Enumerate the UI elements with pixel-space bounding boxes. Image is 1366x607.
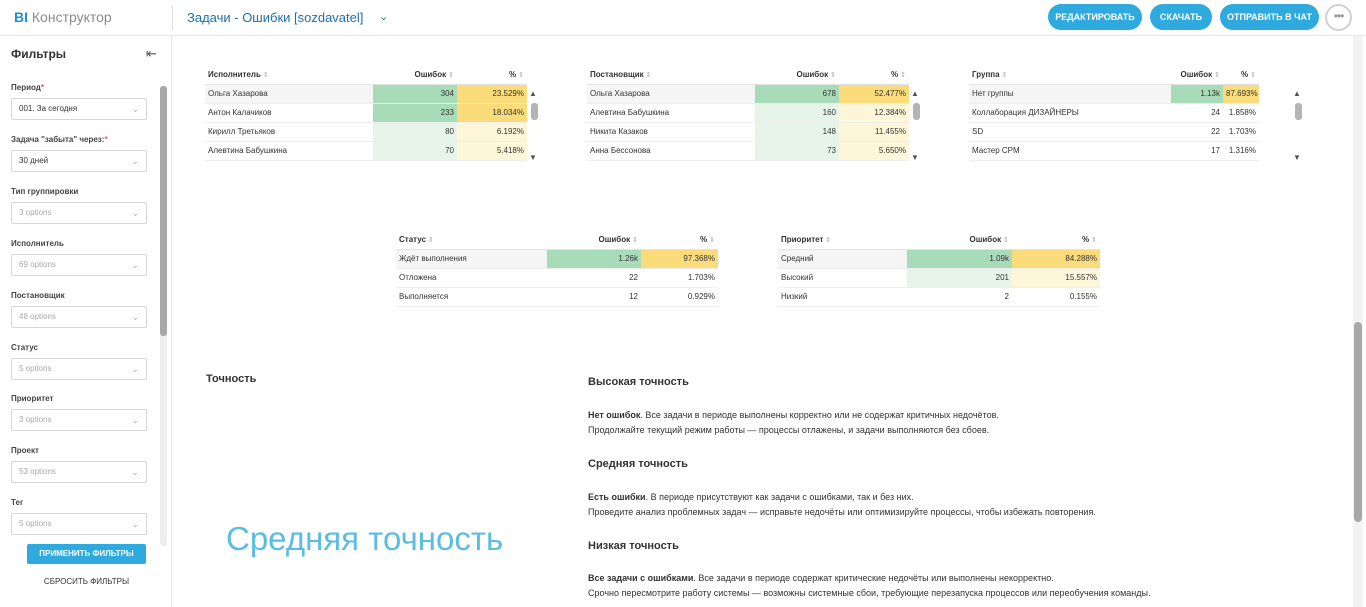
percent-cell: 87.693%	[1223, 84, 1259, 103]
filter-select[interactable]	[11, 513, 147, 535]
filter-label: Статус	[11, 343, 38, 352]
filter-label: Приоритет	[11, 394, 54, 403]
table-row[interactable]	[969, 122, 1259, 141]
scroll-down-icon[interactable]: ▼	[911, 153, 919, 162]
scroll-down-icon[interactable]: ▼	[1293, 153, 1301, 162]
percent-cell: 97.368%	[641, 249, 718, 268]
sort-icon[interactable]: ⇕	[900, 72, 906, 80]
main-scrollbar-thumb[interactable]	[1354, 322, 1362, 522]
name-cell: Алевтина Бабушкина	[587, 103, 755, 122]
count-cell: 12	[547, 287, 641, 306]
column-header[interactable]: Ошибок ⇕	[907, 231, 1012, 249]
name-cell: Ольга Хазарова	[205, 84, 373, 103]
name-cell: Средний	[778, 249, 907, 268]
sort-icon[interactable]: ⇕	[448, 72, 454, 80]
executor-table	[205, 66, 527, 161]
filter-value: 69 options	[19, 260, 56, 269]
sort-icon[interactable]: ⇕	[645, 72, 652, 80]
count-cell: 1.09k	[907, 249, 1012, 268]
table-row[interactable]	[587, 84, 909, 103]
column-header[interactable]: % ⇕	[1223, 66, 1259, 84]
sidebar-scrollbar-thumb[interactable]	[160, 86, 167, 336]
table-row[interactable]	[396, 287, 718, 306]
author-table	[587, 66, 909, 161]
percent-cell: 1.316%	[1223, 141, 1259, 160]
count-cell: 73	[755, 141, 839, 160]
filter-value: 3 options	[19, 208, 52, 217]
scroll-down-icon[interactable]: ▼	[529, 153, 537, 162]
filter-select[interactable]	[11, 409, 147, 431]
filters-title: Фильтры	[11, 47, 67, 61]
name-cell: Никита Казаков	[587, 122, 755, 141]
table-row[interactable]	[969, 141, 1259, 160]
group-table-scrollbar[interactable]	[1293, 89, 1303, 163]
count-cell: 1.13k	[1171, 84, 1223, 103]
table-row[interactable]	[205, 84, 527, 103]
name-cell: Алевтина Бабушкина	[205, 141, 373, 160]
table-row[interactable]	[969, 84, 1259, 103]
filter-value: 53 options	[19, 467, 56, 476]
table-row[interactable]	[205, 103, 527, 122]
sort-icon[interactable]: ⇕	[262, 72, 269, 80]
column-header[interactable]: Группа ⇕	[969, 66, 1171, 84]
priority-table	[778, 231, 1100, 307]
column-header[interactable]: Ошибок ⇕	[1171, 66, 1223, 84]
filters-sidebar	[0, 36, 172, 607]
chevron-down-icon[interactable]: ⌄	[131, 104, 139, 114]
filter-select[interactable]	[11, 358, 147, 380]
table-row[interactable]	[587, 122, 909, 141]
scroll-thumb[interactable]	[913, 103, 920, 120]
column-header[interactable]: Приоритет ⇕	[778, 231, 907, 249]
group-table	[969, 66, 1259, 161]
chevron-down-icon[interactable]: ⌄	[379, 11, 389, 23]
filter-select[interactable]	[11, 202, 147, 224]
column-header[interactable]: % ⇕	[641, 231, 718, 249]
chevron-down-icon[interactable]: ⌄	[131, 156, 139, 166]
legend-high-heading: Высокая точность	[588, 376, 689, 388]
sort-icon[interactable]: ⇕	[830, 72, 836, 80]
sort-icon[interactable]: ⇕	[1001, 72, 1008, 80]
percent-cell: 84.288%	[1012, 249, 1100, 268]
filter-select[interactable]	[11, 306, 147, 328]
filter-select[interactable]	[11, 461, 147, 483]
percent-cell: 0.155%	[1012, 287, 1100, 306]
column-header[interactable]: % ⇕	[1012, 231, 1100, 249]
count-cell: 304	[373, 84, 457, 103]
name-cell: Отложена	[396, 268, 547, 287]
name-cell: Кирилл Третьяков	[205, 122, 373, 141]
count-cell: 80	[373, 122, 457, 141]
column-header[interactable]: Ошибок ⇕	[373, 66, 457, 84]
table-row[interactable]	[396, 249, 718, 268]
legend-low-text: Все задачи с ошибками. Все задачи в периоде содержат критические недочёты или выполнены некорректно. Срочно пересмотрите работу системы — возможны системные сбои, требующие перезапуска процессов или переобучения команды.	[588, 573, 1151, 598]
percent-cell: 12.384%	[839, 103, 909, 122]
top-bar	[0, 0, 1366, 36]
name-cell: Ждёт выполнения	[396, 249, 547, 268]
name-cell: Низкий	[778, 287, 907, 306]
percent-cell: 15.557%	[1012, 268, 1100, 287]
filter-value: 5 options	[19, 519, 52, 528]
header-divider	[172, 6, 173, 30]
legend-medium-text: Есть ошибки. В периоде присутствуют как задачи с ошибками, так и без них. Проведите анализ проблемных задач — исправьте недочёты или оптимизируйте процессы, чтобы избежать повторения.	[588, 492, 1096, 517]
table-row[interactable]	[396, 268, 718, 287]
table-row[interactable]	[778, 249, 1100, 268]
status-table	[396, 231, 718, 307]
count-cell: 17	[1171, 141, 1223, 160]
author-table-scrollbar[interactable]	[911, 89, 921, 163]
name-cell: Ольга Хазарова	[587, 84, 755, 103]
filter-select[interactable]	[11, 98, 147, 120]
apply-filters-button[interactable]: ПРИМЕНИТЬ ФИЛЬТРЫ	[27, 544, 146, 564]
chevron-down-icon[interactable]: ⌄	[131, 260, 139, 270]
percent-cell: 5.418%	[457, 141, 527, 160]
sort-icon[interactable]: ⇕	[825, 237, 832, 245]
filter-label: Тип группировки	[11, 187, 79, 196]
filter-label: Исполнитель	[11, 239, 64, 248]
filter-value: 5 options	[19, 364, 52, 373]
collapse-sidebar-icon[interactable]: ⇤	[146, 46, 157, 61]
sort-icon[interactable]: ⇕	[632, 237, 638, 245]
sort-icon[interactable]: ⇕	[1091, 237, 1097, 245]
more-options-icon[interactable]: •••	[1325, 4, 1352, 31]
percent-cell: 5.650%	[839, 141, 909, 160]
filter-label: Постановщик	[11, 291, 65, 300]
name-cell: Выполняется	[396, 287, 547, 306]
chevron-down-icon[interactable]: ⌄	[131, 208, 139, 218]
column-header[interactable]: % ⇕	[457, 66, 527, 84]
filter-value: 48 options	[19, 312, 56, 321]
send-to-chat-button[interactable]: ОТПРАВИТЬ В ЧАТ	[1220, 4, 1319, 30]
column-header[interactable]: % ⇕	[839, 66, 909, 84]
dashboard-title[interactable]: Задачи - Ошибки [sozdavatel]	[187, 10, 364, 25]
percent-cell: 1.703%	[1223, 122, 1259, 141]
table-row[interactable]	[778, 287, 1100, 306]
accuracy-title: Точность	[206, 373, 257, 385]
percent-cell: 11.455%	[839, 122, 909, 141]
scroll-thumb[interactable]	[531, 103, 538, 120]
percent-cell: 23.529%	[457, 84, 527, 103]
count-cell: 148	[755, 122, 839, 141]
count-cell: 201	[907, 268, 1012, 287]
percent-cell: 1.858%	[1223, 103, 1259, 122]
required-mark: *	[40, 83, 44, 92]
count-cell: 678	[755, 84, 839, 103]
filter-label: Тег	[11, 498, 24, 507]
name-cell: Анна Бессонова	[587, 141, 755, 160]
scroll-up-icon[interactable]: ▲	[529, 89, 537, 98]
required-mark: *	[104, 135, 108, 144]
percent-cell: 18.034%	[457, 103, 527, 122]
name-cell: Мастер CPM	[969, 141, 1171, 160]
count-cell: 24	[1171, 103, 1223, 122]
table-row[interactable]	[205, 122, 527, 141]
name-cell: Нет группы	[969, 84, 1171, 103]
filter-select[interactable]	[11, 150, 147, 172]
edit-button[interactable]: РЕДАКТИРОВАТЬ	[1048, 4, 1142, 30]
name-cell: Антон Калачиков	[205, 103, 373, 122]
filter-label: Задача "забыта" через:*	[11, 135, 108, 144]
name-cell: Высокий	[778, 268, 907, 287]
legend-medium-heading: Средняя точность	[588, 458, 688, 470]
chevron-down-icon[interactable]: ⌄	[131, 519, 139, 529]
column-header[interactable]: Ошибок ⇕	[547, 231, 641, 249]
filter-label: Проект	[11, 446, 39, 455]
count-cell: 70	[373, 141, 457, 160]
percent-cell: 1.703%	[641, 268, 718, 287]
reset-filters-button[interactable]: СБРОСИТЬ ФИЛЬТРЫ	[27, 574, 146, 588]
filter-label: Период*	[11, 83, 44, 92]
count-cell: 2	[907, 287, 1012, 306]
name-cell: Коллаборация ДИЗАЙНЕРЫ	[969, 103, 1171, 122]
percent-cell: 6.192%	[457, 122, 527, 141]
count-cell: 22	[1171, 122, 1223, 141]
table-row[interactable]	[587, 141, 909, 160]
executor-table-scrollbar[interactable]	[529, 89, 539, 163]
count-cell: 1.26k	[547, 249, 641, 268]
filter-value: 001. За сегодня	[19, 104, 78, 113]
table-row[interactable]	[587, 103, 909, 122]
name-cell: SD	[969, 122, 1171, 141]
column-header[interactable]: Ошибок ⇕	[755, 66, 839, 84]
percent-cell: 52.477%	[839, 84, 909, 103]
sort-icon[interactable]: ⇕	[427, 237, 434, 245]
legend-high-text: Нет ошибок. Все задачи в периоде выполнены корректно или не содержат критичных недочётов. Продолжайте текущий режим работы — процессы отлажены, и задачи выполняются без сбоев.	[588, 410, 999, 435]
table-row[interactable]	[205, 141, 527, 160]
legend-low-heading: Низкая точность	[588, 540, 679, 552]
chevron-down-icon[interactable]: ⌄	[131, 415, 139, 425]
column-header[interactable]: Статус ⇕	[396, 231, 547, 249]
count-cell: 233	[373, 103, 457, 122]
accuracy-value: Средняя точность	[226, 520, 504, 557]
column-header[interactable]: Исполнитель ⇕	[205, 66, 373, 84]
sort-icon[interactable]: ⇕	[709, 237, 715, 245]
scroll-up-icon[interactable]: ▲	[911, 89, 919, 98]
count-cell: 160	[755, 103, 839, 122]
sort-icon[interactable]: ⇕	[1250, 72, 1256, 80]
column-header[interactable]: Постановщик ⇕	[587, 66, 755, 84]
chevron-down-icon[interactable]: ⌄	[131, 312, 139, 322]
scroll-thumb[interactable]	[1295, 103, 1302, 120]
sort-icon[interactable]: ⇕	[1214, 72, 1220, 80]
table-row[interactable]	[778, 268, 1100, 287]
download-button[interactable]: СКАЧАТЬ	[1150, 4, 1212, 30]
count-cell: 22	[547, 268, 641, 287]
scroll-up-icon[interactable]: ▲	[1293, 89, 1301, 98]
chevron-down-icon[interactable]: ⌄	[131, 364, 139, 374]
filter-select[interactable]	[11, 254, 147, 276]
app-logo[interactable]: BI Конструктор	[14, 9, 112, 25]
sort-icon[interactable]: ⇕	[1003, 237, 1009, 245]
chevron-down-icon[interactable]: ⌄	[131, 467, 139, 477]
table-row[interactable]	[969, 103, 1259, 122]
sort-icon[interactable]: ⇕	[518, 72, 524, 80]
filter-value: 3 options	[19, 415, 52, 424]
filter-value: 30 дней	[19, 156, 49, 165]
percent-cell: 0.929%	[641, 287, 718, 306]
